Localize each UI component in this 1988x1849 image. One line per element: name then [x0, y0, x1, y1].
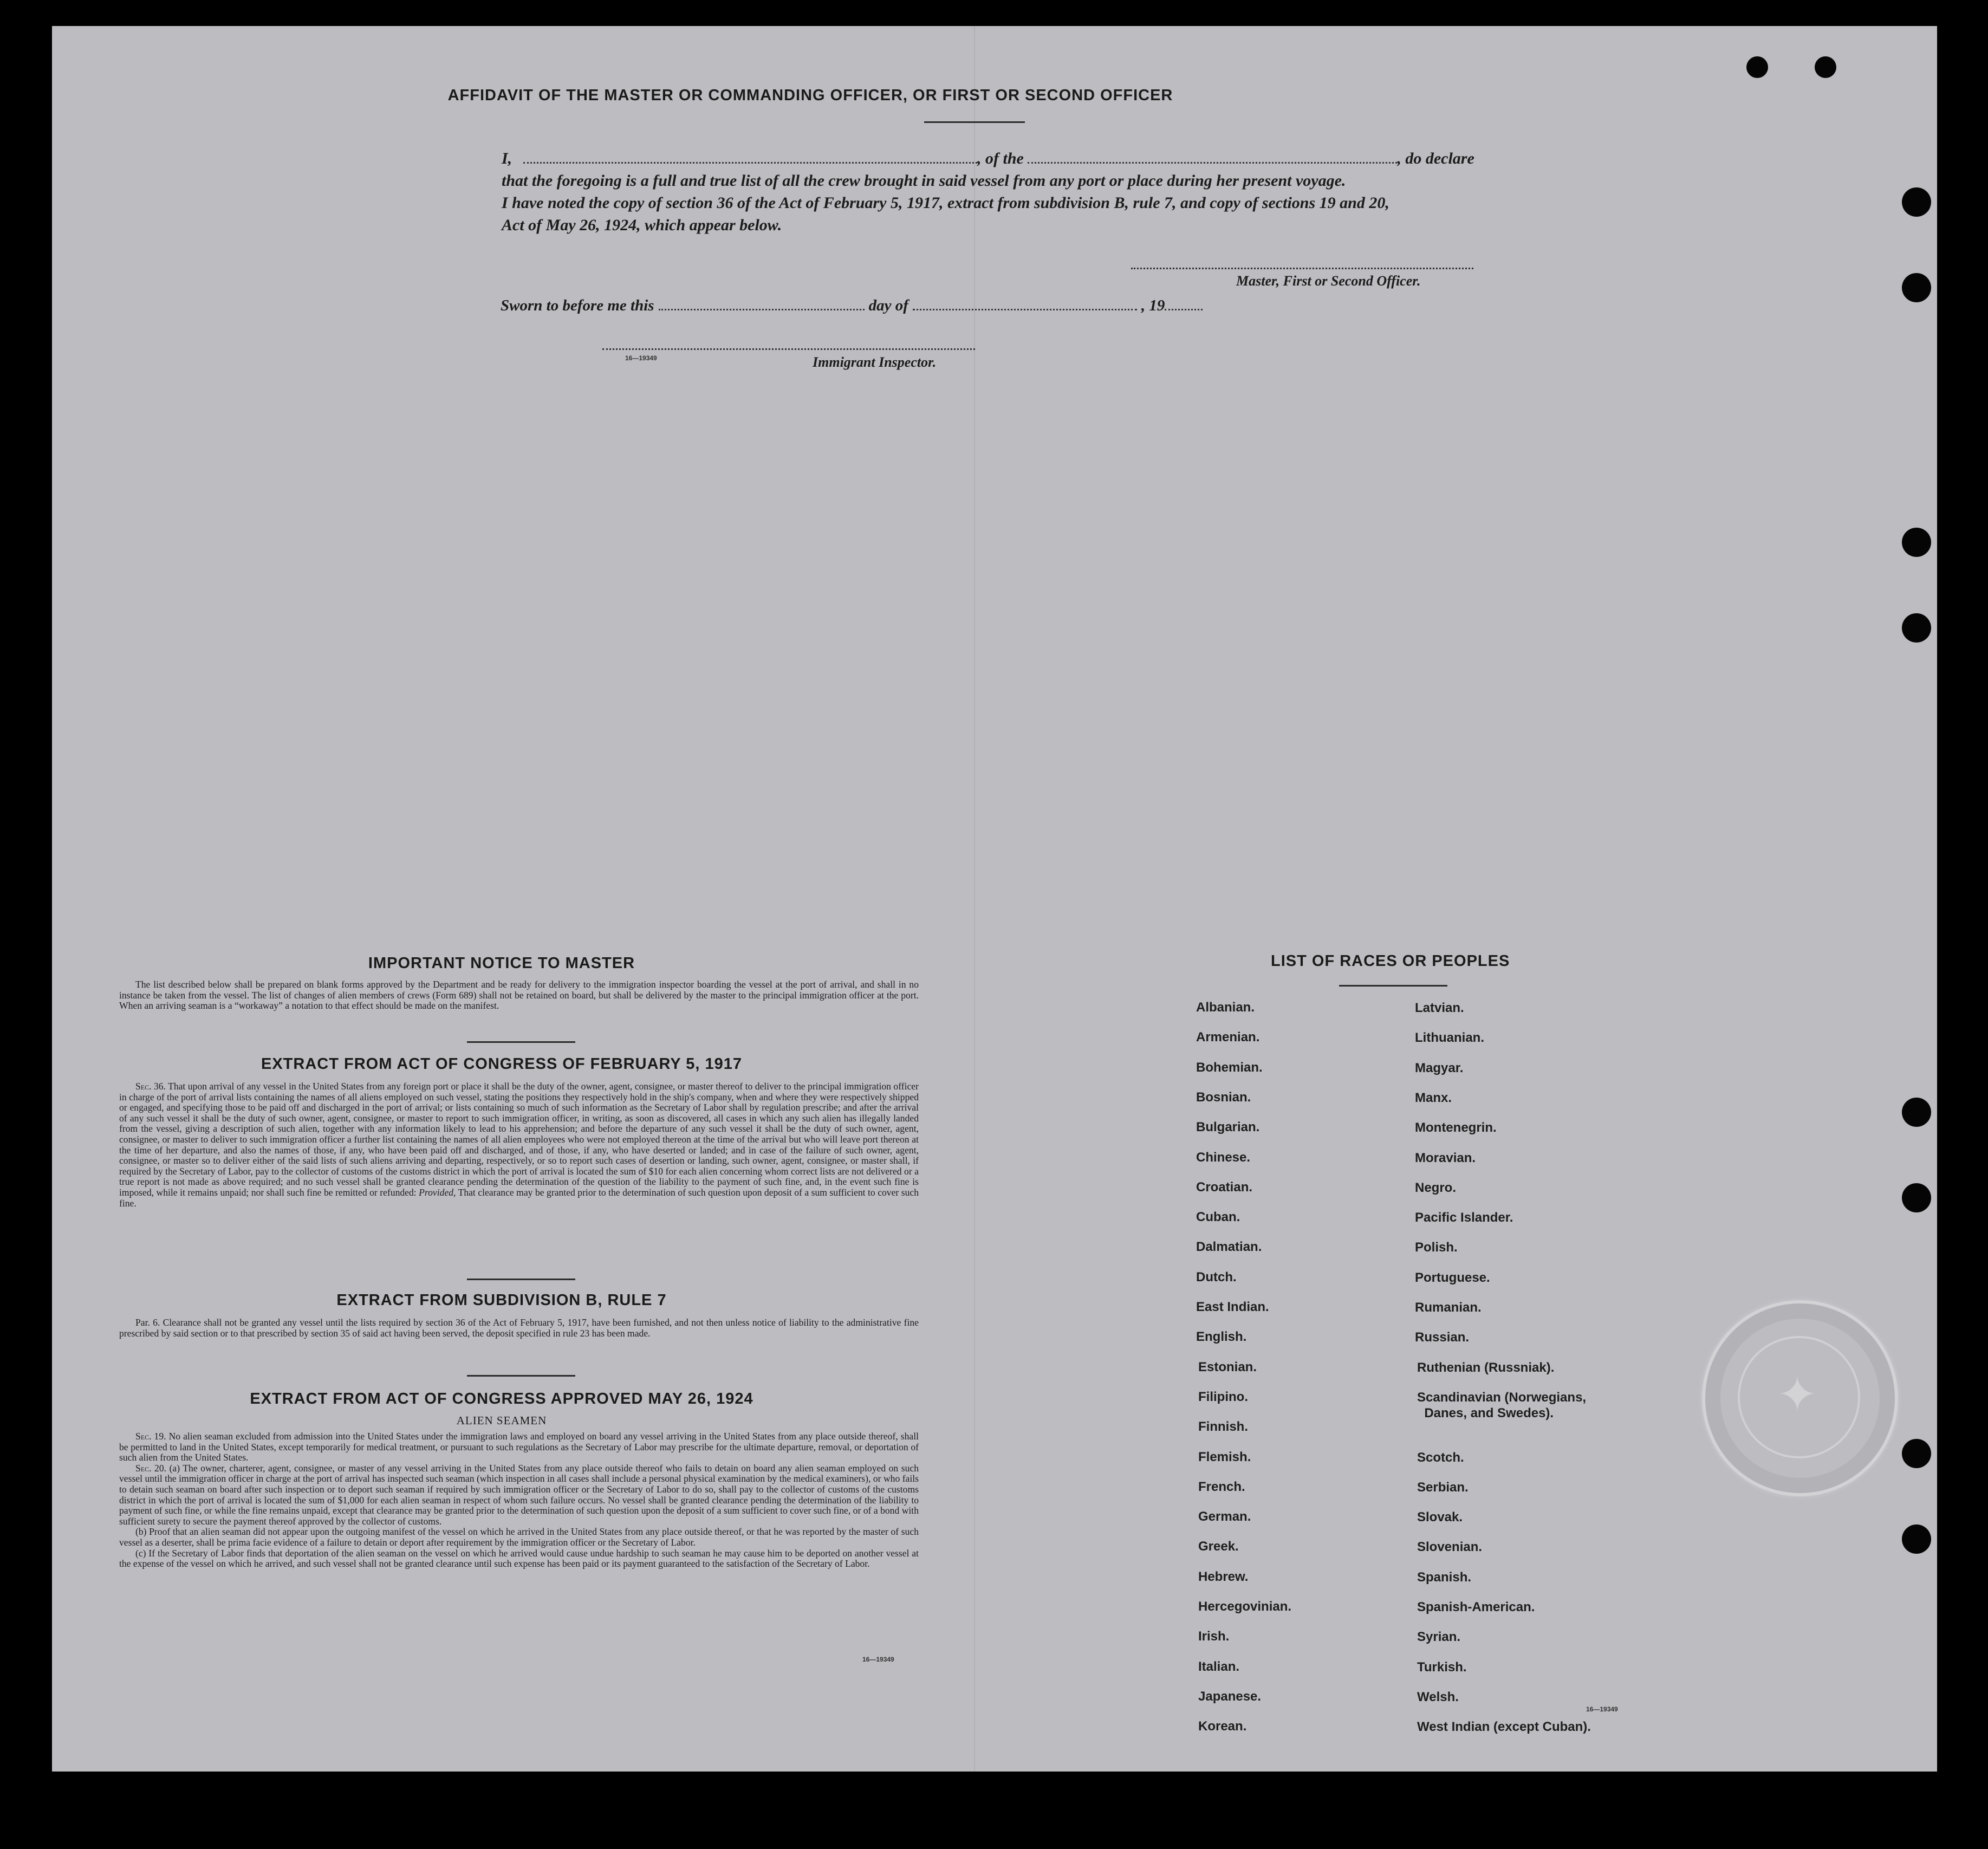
race-item: Dutch.	[1196, 1269, 1237, 1284]
races-heading: LIST OF RACES OR PEOPLES	[1271, 952, 1510, 970]
race-item: Slovak.	[1417, 1510, 1463, 1525]
punch-hole	[1902, 1098, 1931, 1127]
race-item: Croatian.	[1196, 1179, 1253, 1195]
punch-hole	[1746, 56, 1768, 78]
notice-paragraph: The list described below shall be prepared on blank forms approved by the Department and be ready for delivery to the immigration inspector boarding the vessel at the port of arrival, and shall in no instance be taken from the vessel. The list of changes of alien members of crews (Form 689) shall not be retained on board, but shall be delivered by the master to the principal immigration officer at the port. When an arriving seaman is a “workaway” a notation to that effect should be made on the manifest.	[119, 979, 919, 1011]
section-text: (a) The owner, charterer, agent, consignee, or master of any vessel arriving in the United States from any place outside thereof who fails to detain on board any alien seaman employed on such vessel until the immigration officer in charge at the port of arrival has inspected such seaman (which inspection in all cases shall include a personal physical examination by the medical examiners), or who fails to detain such seaman on board after such inspection or to deport such seaman if required by such immigration officer or the Secretary of Labor to do so, shall pay to the collector of customs of the customs district in which the port of arrival is located the sum of $1,000 for each alien seaman in respect of whom such failure occurs. No vessel shall be granted clearance pending the determination of the liability to payment of such fine, or while the fine remains unpaid, except that clearance may be granted prior to the determination of such question upon the deposit of a sum sufficient to cover such fine, or of a bond with sufficient surety to secure the payment thereof approved by the collector of customs.	[119, 1462, 919, 1527]
race-item: East Indian.	[1196, 1300, 1269, 1314]
embossed-seal	[1702, 1300, 1898, 1496]
extract-1917-body	[119, 1081, 919, 1209]
declare-text: , do declare	[1397, 150, 1474, 167]
rule7-paragraph: Par. 6. Clearance shall not be granted any vessel until the lists required by section 36 of the Act of February 5, 1917, have been furnished, and not then unless notice of liability to the administrative fine prescribed by said section or to that prescribed by section 35 of said act having been served, the deposit specified in rule 23 has been made.	[119, 1317, 919, 1339]
race-item: Italian.	[1198, 1659, 1240, 1674]
sworn-line	[501, 295, 1203, 317]
race-item: Ruthenian (Russniak).	[1417, 1360, 1555, 1375]
notice-heading: IMPORTANT NOTICE TO MASTER	[368, 955, 635, 972]
of-the-text: , of the	[977, 150, 1028, 167]
rule7-body	[119, 1318, 919, 1339]
race-item: Finnish.	[1198, 1419, 1248, 1435]
race-item: Hebrew.	[1198, 1569, 1249, 1584]
fold-line	[974, 26, 975, 1772]
section-label: Sec. 20.	[135, 1462, 167, 1474]
section-text: That upon arrival of any vessel in the United States from any foreign port or place it shall be the duty of the owner, agent, consignee, or master thereof to deliver to the principal immigration officer in charge of the port of arrival lists containing the names of all aliens employed on such vessel, stating the positions they respectively hold in the ship's company, when and where they were respectively shipped or engaged, and specifying those to be paid off and discharged in the port of arrival; or lists containing so much of such information as the Secretary of Labor shall by regulation prescribe; and after the arrival of any such vessel it shall be the duty of such owner, agent, consignee, or master to report to such immigration officer, in writing, as soon as discovered, all cases in which any such alien has illegally landed from the vessel, giving a description of such alien, together with any information likely to lead to his apprehension; and before the departure of any such vessel it shall be the duty of such owner, agent, consignee, or master to deliver to such immigration officer a further list containing the names of all alien employees who were not employed thereon at the time of the arrival but who will leave port thereon at the time of her departure, and also the names of those, if any, who have been paid off and discharged, and of those, if any, who have deserted or landed; and in case of the failure of such owner, agent, consignee, or master so to deliver either of the said lists of such aliens arriving and departing, respectively, or so to report such cases of desertion or landing, such owner, agent, consignee, or master shall, if required by the Secretary of Labor, pay to the collector of customs of the customs district in which the port of arrival is located the sum of $10 for each alien concerning whom correct lists are not delivered or a true report is not made as above required; and no such vessel shall be granted clearance pending the determination of the question of the liability to the payment of such fine, and, in the event such fine is imposed, while it remains unpaid; nor shall such fine be remitted or refunded:	[119, 1081, 919, 1198]
inspector-label: Immigrant Inspector.	[813, 354, 937, 370]
provided-text: Provided,	[419, 1186, 456, 1198]
divider	[1339, 985, 1447, 987]
race-item: Spanish.	[1417, 1569, 1472, 1585]
document-sheet	[52, 26, 1937, 1772]
divider	[467, 1375, 575, 1377]
form-number: 16—19349	[862, 1656, 894, 1663]
punch-hole	[1902, 187, 1931, 217]
section-text: No alien seaman excluded from admission into the United States under the immigration laws and employed on board any vessel arriving in the United States from any place outside thereof, shall be permitted to land in the United States, except temporarily for medical treatment, or pursuant to such regulations as the Secretary of Labor may prescribe for the ultimate departure, removal, or deportation of such alien from the United States.	[119, 1431, 919, 1463]
punch-hole	[1902, 1183, 1931, 1212]
punch-hole	[1902, 1439, 1931, 1468]
affidavit-statement	[502, 147, 1552, 236]
race-item: Negro.	[1415, 1180, 1457, 1195]
section-label: Sec. 36.	[135, 1081, 166, 1092]
race-item: Bulgarian.	[1196, 1120, 1260, 1135]
race-item: Montenegrin.	[1415, 1120, 1497, 1136]
race-item: Greek.	[1198, 1539, 1239, 1554]
extract-1924-body	[119, 1431, 919, 1569]
master-signature-label: Master, First or Second Officer.	[1236, 273, 1421, 289]
affidavit-line: that the foregoing is a full and true list of all the crew brought in said vessel from any port or place during her present voyage.	[502, 172, 1346, 190]
race-item: Slovenian.	[1417, 1540, 1483, 1555]
notice-body	[119, 979, 919, 1011]
race-item: Rumanian.	[1415, 1300, 1482, 1315]
race-item: Korean.	[1198, 1719, 1247, 1734]
name-blank[interactable]	[523, 148, 977, 164]
punch-hole	[1815, 56, 1836, 78]
extract-1917-heading: EXTRACT FROM ACT OF CONGRESS OF FEBRUARY 5, 1917	[261, 1055, 743, 1073]
race-item: West Indian (except Cuban).	[1417, 1720, 1591, 1735]
race-item: Spanish-American.	[1417, 1600, 1535, 1614]
race-item: Lithuanian.	[1415, 1030, 1484, 1046]
race-item: Albanian.	[1196, 1000, 1255, 1015]
race-item: Russian.	[1415, 1330, 1470, 1345]
race-item: Armenian.	[1196, 1030, 1260, 1045]
race-item: Chinese.	[1196, 1150, 1251, 1165]
year-prefix: , 19	[1141, 297, 1165, 314]
vessel-blank[interactable]	[1028, 148, 1397, 164]
race-item: Scandinavian (Norwegians, Danes, and Swedes).	[1417, 1390, 1587, 1420]
race-item: Hercegovinian.	[1198, 1599, 1292, 1614]
race-item: Welsh.	[1417, 1689, 1459, 1704]
race-item: Magyar.	[1415, 1060, 1464, 1075]
sworn-text: Sworn to before me this	[501, 297, 654, 314]
punch-hole	[1902, 273, 1931, 302]
section-text: (c) If the Secretary of Labor finds that deportation of the alien seaman on the vessel on which he arrived would cause undue hardship to such seaman he may cause him to be deported on another vessel at the expense of the vessel on which he arrived, and such vessel shall not be granted clearance until such expense has been paid or its payment guaranteed to the satisfaction of the Secretary of Labor.	[119, 1547, 919, 1569]
extract-1924-heading: EXTRACT FROM ACT OF CONGRESS APPROVED MAY 26, 1924	[250, 1390, 753, 1407]
race-item: French.	[1198, 1479, 1245, 1494]
race-item: German.	[1198, 1509, 1251, 1524]
race-item: Portuguese.	[1415, 1270, 1490, 1285]
sworn-year-blank[interactable]	[1165, 295, 1203, 310]
form-number: 16—19349	[625, 354, 657, 362]
race-item: Moravian.	[1415, 1150, 1476, 1165]
sworn-day-blank[interactable]	[659, 295, 865, 310]
sworn-month-blank[interactable]	[913, 295, 1137, 310]
race-item: Filipino.	[1198, 1389, 1248, 1404]
divider	[467, 1041, 575, 1043]
race-item: Turkish.	[1417, 1659, 1467, 1675]
rule7-heading: EXTRACT FROM SUBDIVISION B, RULE 7	[336, 1292, 667, 1309]
section-text-end: That clearance may be granted prior to the determination of such question upon deposit of a sum sufficient to cover such fine.	[119, 1186, 919, 1209]
race-item: Serbian.	[1417, 1480, 1469, 1495]
affidavit-heading: AFFIDAVIT OF THE MASTER OR COMMANDING OFFICER, OR FIRST OR SECOND OFFICER	[447, 87, 1173, 104]
inspector-signature-line[interactable]	[602, 348, 975, 350]
race-item: Japanese.	[1198, 1689, 1262, 1704]
race-item: Dalmatian.	[1196, 1240, 1262, 1255]
section-label: Sec. 19.	[135, 1431, 166, 1442]
race-item: Bohemian.	[1196, 1060, 1263, 1075]
divider	[467, 1279, 575, 1280]
race-item: Scotch.	[1417, 1450, 1464, 1465]
race-item: Pacific Islander.	[1415, 1210, 1513, 1225]
race-item: Cuban.	[1196, 1210, 1240, 1225]
affidavit-line: Act of May 26, 1924, which appear below.	[502, 216, 782, 234]
punch-hole	[1902, 1524, 1931, 1554]
race-item: Estonian.	[1198, 1359, 1257, 1374]
punch-hole	[1902, 613, 1931, 643]
day-of-text: day of	[868, 297, 908, 314]
race-item: Manx.	[1415, 1090, 1452, 1105]
eagle-icon: ✦	[1777, 1368, 1818, 1422]
race-item: Latvian.	[1415, 1001, 1464, 1015]
race-item: Flemish.	[1198, 1449, 1251, 1464]
punch-hole	[1902, 528, 1931, 557]
race-item: English.	[1196, 1329, 1247, 1345]
alien-seamen-subheading: ALIEN SEAMEN	[456, 1414, 547, 1427]
race-item: Syrian.	[1417, 1630, 1461, 1645]
section-text: (b) Proof that an alien seaman did not appear upon the outgoing manifest of the vessel on which he arrived in the United States from any place outside thereof, or that he was reported by the master of such vessel as a deserter, shall be prima facie evidence of a failure to detain or deport after requirement by the immigration officer or the Secretary of Labor.	[119, 1526, 919, 1548]
signature-line[interactable]	[1131, 268, 1473, 269]
race-item: Polish.	[1415, 1240, 1458, 1255]
race-item: Bosnian.	[1196, 1089, 1251, 1105]
affidavit-line: I have noted the copy of section 36 of the Act of February 5, 1917, extract from subdivision B, rule 7, and copy of sections 19 and 20,	[502, 194, 1389, 212]
race-item: Irish.	[1198, 1629, 1230, 1644]
divider	[924, 121, 1025, 123]
form-number: 16—19349	[1586, 1705, 1618, 1713]
declarant-prefix: I,	[502, 150, 512, 167]
